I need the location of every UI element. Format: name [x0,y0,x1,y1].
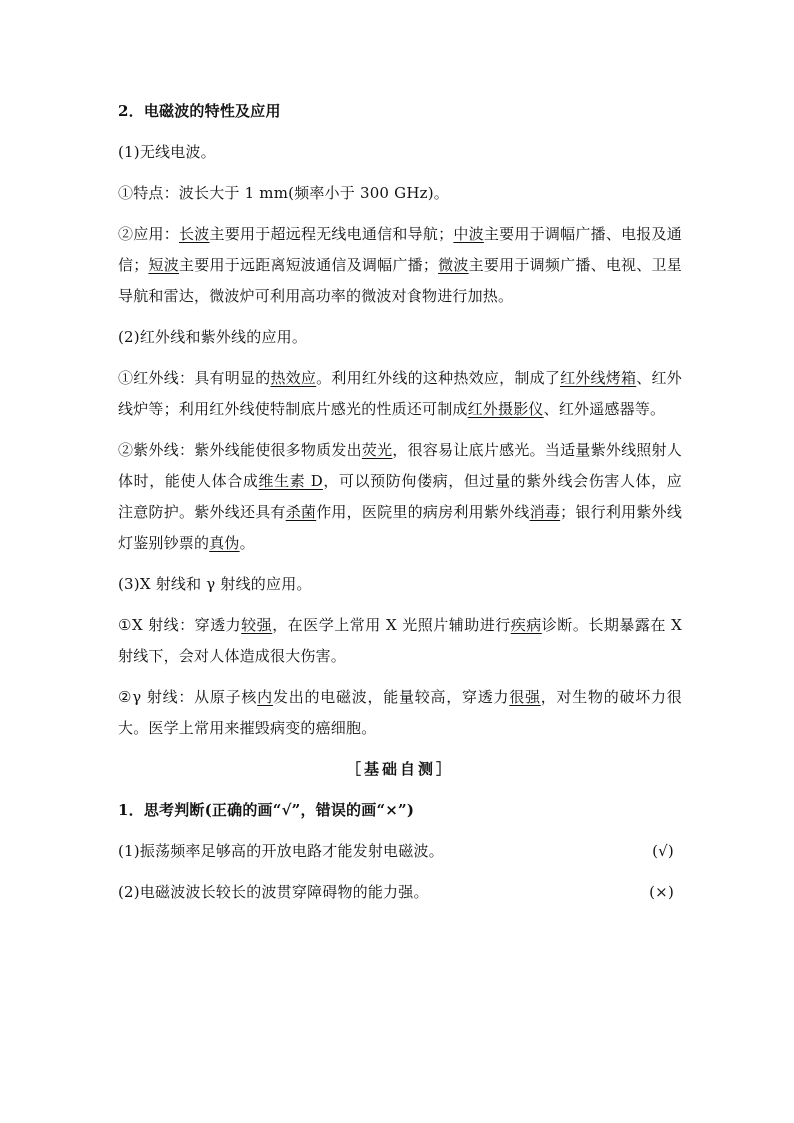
underlined-answer: 中波 [453,225,484,243]
text-fragment: ，可以预防佝偻病，但过量的紫外线会伤害人体，应注意防护。紫外线还具有 [118,472,682,521]
text-fragment: ，很容易让底片感光。当适量紫外线照射人体时，能使人体合成 [118,441,682,490]
underlined-answer: 长波 [178,225,210,243]
ir-uv-title: (2)红外线和紫外线的应用。 [118,328,308,346]
quiz-item-text: (2)电磁波波长较长的波贯穿障碍物的能力强。 [118,883,429,901]
underlined-answer: 维生素 D [258,472,323,490]
section-heading: 2．电磁波的特性及应用 [118,102,281,120]
quiz-item [118,836,682,867]
underlined-answer: 热效应 [270,369,317,387]
text-fragment: 作用，医院里的病房利用紫外线 [316,503,530,521]
xray-paragraph [118,610,682,672]
underlined-answer: 短波 [148,256,179,274]
underlined-answer: 微波 [438,256,469,274]
text-fragment: ，对生物的破坏力很大。医学上常用来摧毁病变的癌细胞。 [118,688,682,737]
xray-gamma-title: (3)X 射线和 γ 射线的应用。 [118,575,312,593]
underlined-answer: 较强 [241,616,273,634]
gamma-paragraph [118,682,682,744]
text-fragment: ①X 射线：穿透力 [118,616,242,634]
infrared-paragraph [118,363,682,425]
text-fragment: ②应用： [118,225,179,243]
text-fragment: 主要用于超远程无线电通信和导航； [209,225,454,243]
underlined-answer: 很强 [509,688,541,706]
text-fragment: 。 [239,534,255,552]
text-fragment: ；银行利用紫外线灯鉴别钞票的 [118,503,683,552]
radio-wave-title: (1)无线电波。 [118,143,216,161]
text-fragment: 主要用于远距离短波通信及调幅广播； [178,256,439,274]
ultraviolet-paragraph [118,435,682,559]
text-fragment: 发出的电磁波，能量较高，穿透力 [272,688,510,706]
text-fragment: ②紫外线：紫外线能使很多物质发出 [118,441,362,459]
text-fragment: 主要用于调幅广播、电报及通信； [118,225,682,274]
quiz-item-mark: (×) [649,883,674,901]
self-test-section-title: ［基础自测］ [345,760,454,778]
text-fragment: 诊断。长期暴露在 X 射线下，会对人体造成很大伤害。 [118,616,683,665]
text-fragment: ，在医学上常用 X 光照片辅助进行 [272,616,511,634]
text-fragment: 、红外遥感器等。 [543,400,666,418]
underlined-answer: 荧光 [361,441,393,459]
underlined-answer: 红外线烤箱 [560,369,637,387]
underlined-answer: 杀菌 [285,503,317,521]
radio-wave-feature: ①特点：波长大于 1 mm(频率小于 300 GHz)。 [118,184,449,202]
text-fragment: ①红外线：具有明显的 [118,369,271,387]
text-fragment: 。利用红外线的这种热效应，制成了 [316,369,561,387]
underlined-answer: 真伪 [209,534,240,552]
document-content [118,96,682,918]
quiz-item-text: (1)振荡频率足够高的开放电路才能发射电磁波。 [118,842,444,860]
radio-wave-application [118,219,682,312]
underlined-answer: 内 [257,688,273,706]
underlined-answer: 疾病 [510,616,542,634]
text-fragment: ②γ 射线：从原子核 [118,688,258,706]
quiz-item-mark: (√) [652,842,674,860]
underlined-answer: 消毒 [529,503,561,521]
quiz-title: 1．思考判断(正确的画“√”，错误的画“×”) [118,801,415,819]
text-fragment: 主要用于调频广播、电视、卫星导航和雷达，微波炉可利用高功率的微波对食物进行加热。 [118,256,682,305]
text-fragment: 、红外线炉等；利用红外线使特制底片感光的性质还可制成 [118,369,682,418]
quiz-item [118,877,682,908]
underlined-answer: 红外摄影仪 [467,400,544,418]
